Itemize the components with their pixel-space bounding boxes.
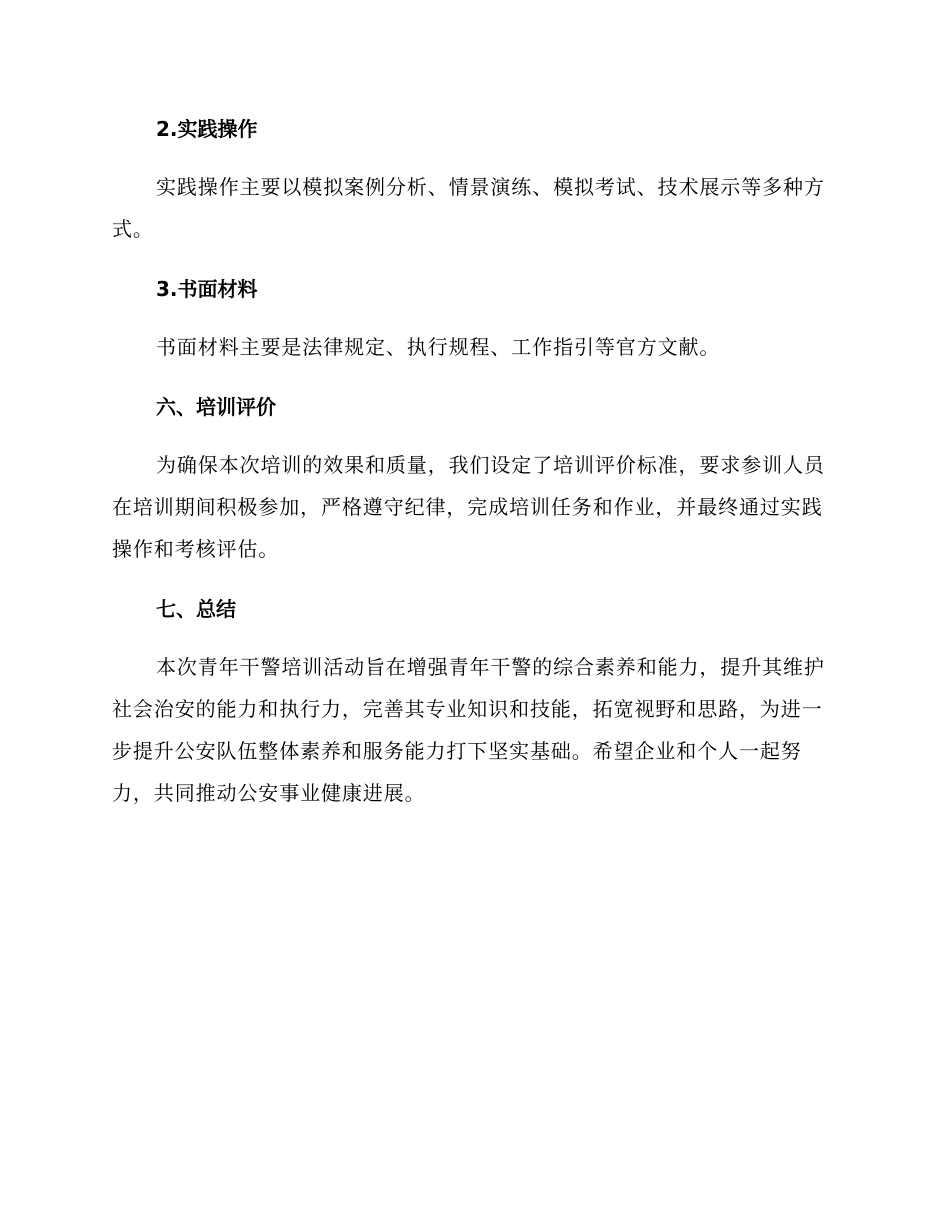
section-heading-written-materials: 3.书面材料 xyxy=(156,277,258,301)
section-paragraph-practice: 实践操作主要以模拟案例分析、情景演练、模拟考试、技术展示等多种方式。 xyxy=(112,175,825,241)
section-heading-practice: 2.实践操作 xyxy=(156,117,258,141)
document-body xyxy=(112,108,832,814)
section-paragraph-summary: 本次青年干警培训活动旨在增强青年干警的综合素养和能力，提升其维护社会治安的能力和执行力，完善其专业知识和技能，拓宽视野和思路，为进一步提升公安队伍整体素养和服务能力打下坚实基础。希望企业和个人一起努力，共同推动公安事业健康进展。 xyxy=(112,655,825,805)
section-paragraph-training-evaluation: 为确保本次培训的效果和质量，我们设定了培训评价标准，要求参训人员在培训期间积极参加，严格遵守纪律，完成培训任务和作业，并最终通过实践操作和考核评估。 xyxy=(112,453,825,561)
section-paragraph-written-materials: 书面材料主要是法律规定、执行规程、工作指引等官方文献。 xyxy=(156,335,721,359)
section-heading-summary: 七、总结 xyxy=(156,597,236,621)
section-heading-training-evaluation: 六、培训评价 xyxy=(156,395,276,419)
